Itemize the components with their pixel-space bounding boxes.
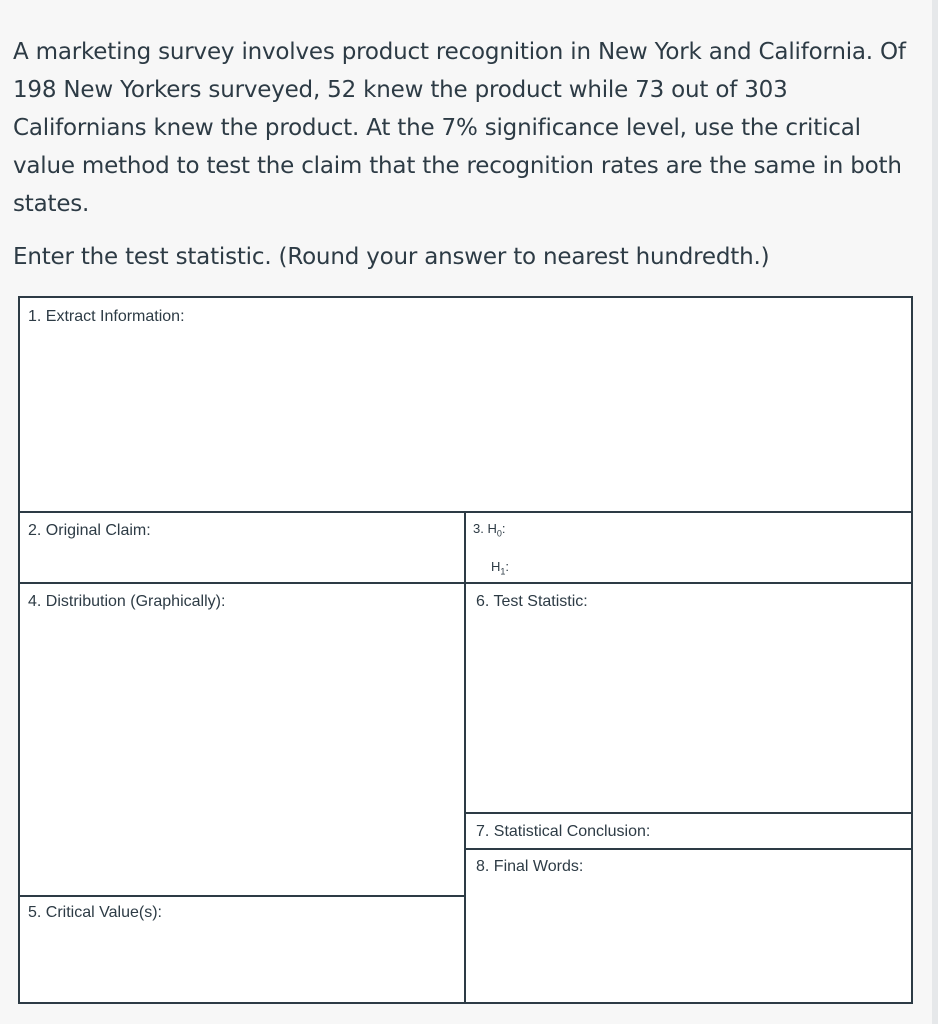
test-statistic-label: 6. Test Statistic: — [476, 593, 588, 610]
question-prompt: Enter the test statistic. (Round your answer to nearest hundredth.) — [13, 244, 770, 270]
hypothesis-test-worksheet — [18, 296, 913, 1004]
extract-information-label: 1. Extract Information: — [28, 308, 185, 325]
divider — [20, 895, 466, 897]
h1-label: $H_1$: — [491, 559, 510, 577]
final-words-label: 8. Final Words: — [476, 858, 584, 875]
h0-label: 3. $H_0$: — [473, 521, 506, 539]
scrollbar-track[interactable] — [932, 0, 938, 1024]
divider — [466, 848, 911, 850]
original-claim-label: 2. Original Claim: — [28, 522, 151, 539]
distribution-label: 4. Distribution (Graphically): — [28, 593, 226, 610]
divider — [466, 812, 911, 814]
question-text: A marketing survey involves product recognition in New York and California. Of 198 New Yorkers surveyed, 52 knew the product while 73 out of 303 Californians knew the product. At the 7% significance level, use the critical value method to test the claim that the recognition rates are the same in both states. — [13, 39, 906, 217]
statistical-conclusion-label: 7. Statistical Conclusion: — [476, 823, 651, 840]
critical-values-label: 5. Critical Value(s): — [28, 904, 162, 921]
divider — [464, 511, 466, 1004]
